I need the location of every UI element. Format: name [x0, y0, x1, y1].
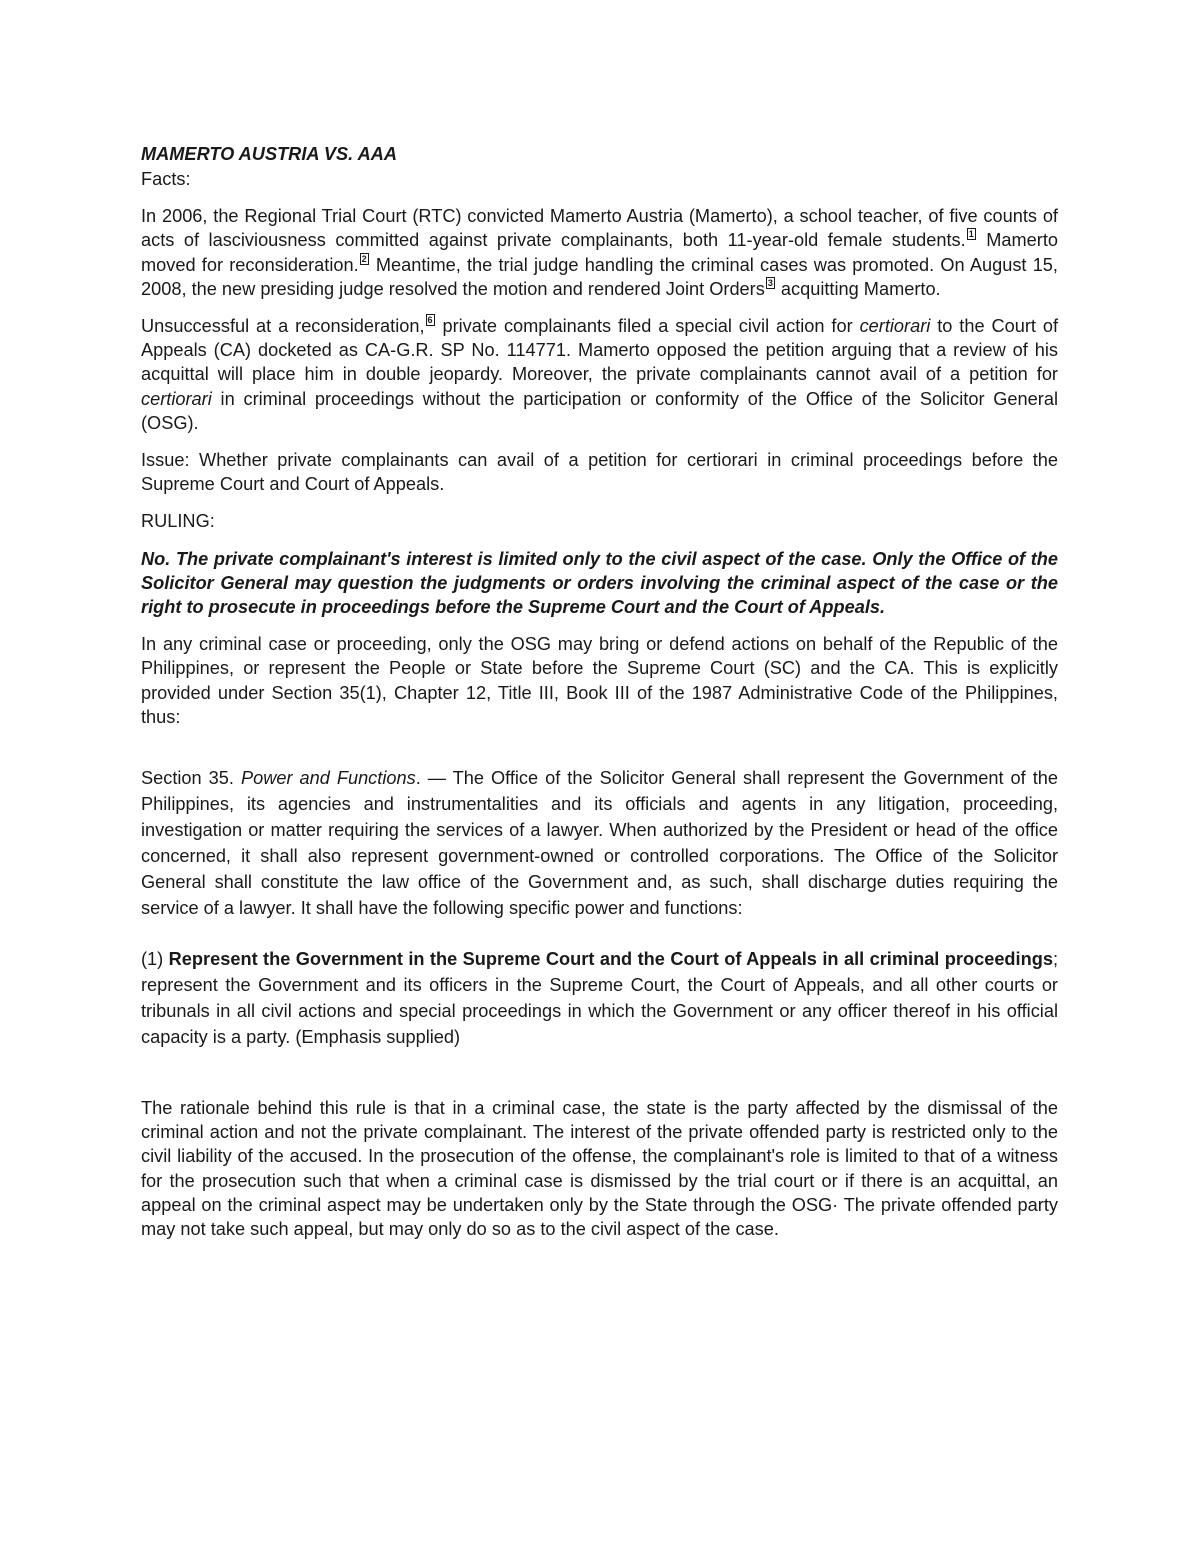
- certiorari-term-1: certiorari: [859, 316, 931, 337]
- section-35-quote: [141, 765, 1058, 921]
- certiorari-term-2: certiorari: [141, 388, 212, 409]
- ruling-holding: No. The private complainant's interest is limited only to the civil aspect of the case. Only the Office of the Solicitor General may question the judgments or orders involving the criminal aspect of the case or the right to prosecute in proceedings before the Supreme Court and the Court of Appeals.: [141, 548, 1058, 618]
- facts-p2-text-c: to the Court of Appeals (CA) docketed as CA-G.R. SP No. 114771. Mamerto opposed the petition arguing that a review of his acquittal will place him in double jeopardy. Moreover, the private complainants cannot avail of a petition for: [141, 316, 1058, 385]
- footnote-marker-3[interactable]: 3: [767, 277, 773, 288]
- facts-label: Facts:: [141, 169, 191, 189]
- document-page: [141, 141, 1058, 1241]
- section-35-text: . — The Office of the Solicitor General shall represent the Government of the Philippines, its agencies and instrumentalities and its officials and agents in any litigation, proceeding, investigation or matter requiring the services of a lawyer. When authorized by the President or head of the office concerned, it shall also represent government-owned or controlled corporations. The Office of the Solicitor General shall constitute the law office of the Government and, as such, shall discharge duties requiring the service of a lawyer. It shall have the following specific power and functions:: [141, 768, 1058, 919]
- section-35-item-1: [141, 946, 1058, 1050]
- ruling-label: RULING:: [141, 511, 215, 532]
- footnote-marker-1[interactable]: 1: [968, 229, 974, 240]
- facts-p1-text-d: acquitting Mamerto.: [775, 278, 941, 299]
- item-1-emphasis: Represent the Government in the Supreme Court and the Court of Appeals in all criminal proceedings: [168, 949, 1053, 970]
- case-title: MAMERTO AUSTRIA VS. AAA: [141, 144, 397, 164]
- facts-paragraph-2: [141, 314, 1058, 435]
- facts-p2-text-a: Unsuccessful at a reconsideration,: [141, 316, 425, 337]
- ruling-paragraph-1: In any criminal case or proceeding, only the OSG may bring or defend actions on behalf of the Republic of the Philippines, or represent the People or State before the Supreme Court (SC) and the CA. This is explicitly provided under Section 35(1), Chapter 12, Title III, Book III of the 1987 Administrative Code of the Philippines, thus:: [141, 634, 1058, 727]
- facts-p2-text-d: in criminal proceedings without the participation or conformity of the Office of the Solicitor General (OSG).: [141, 388, 1058, 433]
- issue-paragraph: Issue: Whether private complainants can avail of a petition for certiorari in criminal proceedings before the Supreme Court and Court of Appeals.: [141, 450, 1058, 495]
- facts-p1-text-b: Mamerto moved for reconsideration.: [141, 230, 1059, 275]
- footnote-marker-2[interactable]: 2: [361, 253, 367, 264]
- rationale-paragraph: The rationale behind this rule is that in a criminal case, the state is the party affected by the dismissal of the criminal action and not the private complainant. The interest of the private offended party is restricted only to the civil liability of the accused. In the prosecution of the offense, the complainant's role is limited to that of a witness for the prosecution such that when a criminal case is dismissed by the trial court or if there is an acquittal, an appeal on the criminal aspect may be undertaken only by the State through the OSG· The private offended party may not take such appeal, but may only do so as to the civil aspect of the case.: [141, 1098, 1058, 1240]
- item-1-number: (1): [141, 949, 169, 970]
- footnote-marker-6[interactable]: 6: [427, 315, 433, 326]
- item-1-text: ; represent the Government and its officers in the Supreme Court, the Court of Appeals, and all other courts or tribunals in all civil actions and special proceedings in which the Government or any officer thereof in his official capacity is a party. (Emphasis supplied): [141, 949, 1058, 1048]
- facts-p2-text-b: private complainants filed a special civil action for: [435, 316, 860, 337]
- facts-paragraph-1: [141, 204, 1058, 301]
- facts-p1-text-c: Meantime, the trial judge handling the criminal cases was promoted. On August 15, 2008, the new presiding judge resolved the motion and rendered Joint Orders: [141, 254, 1058, 299]
- section-35-subtitle: Power and Functions: [240, 768, 416, 789]
- facts-p1-text-a: In 2006, the Regional Trial Court (RTC) convicted Mamerto Austria (Mamerto), a school teacher, of five counts of acts of lasciviousness committed against private complainants, both 11-year-old female students.: [141, 206, 1058, 251]
- section-35-heading: Section 35.: [141, 768, 241, 789]
